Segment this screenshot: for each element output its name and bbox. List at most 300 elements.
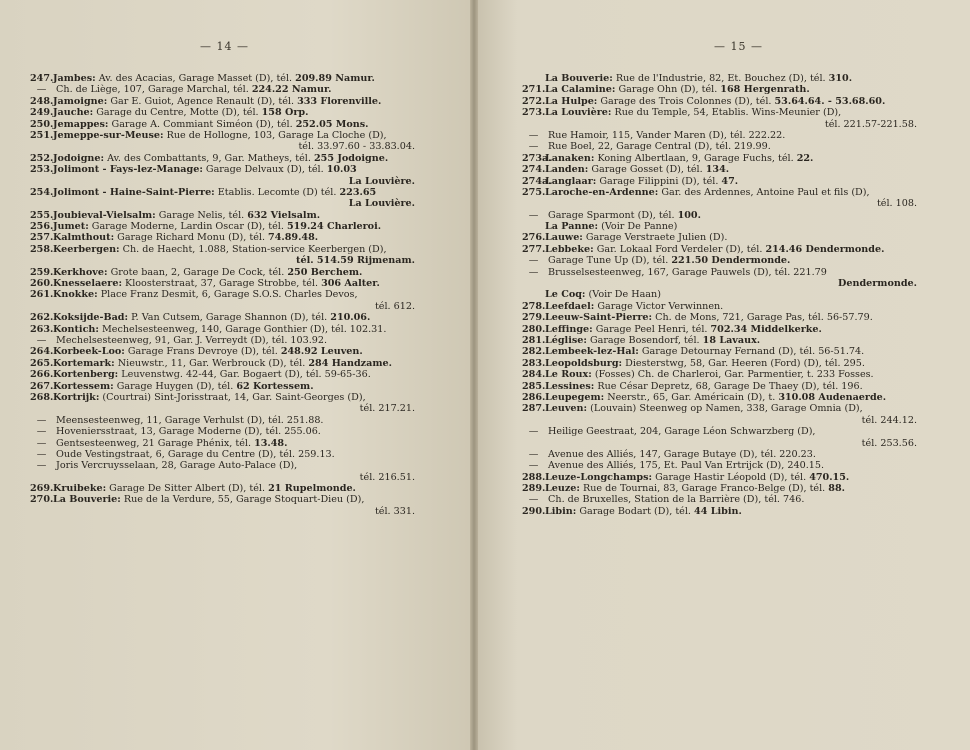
entry-text: Rue de l'Industrie, 82, Et. Bouchez (D), tél. <box>612 73 829 84</box>
entry-text: Diesterstwg, 58, Gar. Heeren (Ford) (D), tél. 295. <box>622 357 865 369</box>
locality-name: Koksijde-Bad: <box>53 312 129 324</box>
entry-number: 268. <box>30 391 54 403</box>
continuation-dash: — <box>528 209 539 221</box>
entry-text: Garage Bosendorf, tél. <box>586 334 703 346</box>
directory-line <box>522 438 917 449</box>
town-name: . <box>810 152 814 164</box>
directory-line <box>30 187 415 198</box>
entry-text: Garage Detournay Fernand (D), tél. 56-51.74. <box>638 346 865 358</box>
phone-number: 74.89.48 <box>268 232 315 244</box>
entry-number: 267. <box>30 380 54 392</box>
locality-name: Jodoigne: <box>53 152 105 164</box>
locality-name: Landen: <box>545 164 589 176</box>
entry-number: 266. <box>30 369 54 381</box>
phone-number: 44 <box>694 505 708 517</box>
directory-line <box>522 210 917 221</box>
directory-line <box>522 403 917 414</box>
entry-text: Place Franz Desmit, 6, Garage S.O.S. Charles Devos, <box>97 289 358 301</box>
town-name: . <box>881 95 886 107</box>
continuation-dash: — <box>528 426 539 438</box>
entry-text: Garage Gosset (D), tél. <box>588 164 706 176</box>
continuation-dash: — <box>528 448 539 460</box>
town-name: . <box>848 73 853 84</box>
phone-number: 53.64.64. - 53.68.60 <box>774 95 882 107</box>
directory-line <box>30 426 415 437</box>
directory-line <box>30 210 415 221</box>
continuation-dash: — <box>528 460 539 472</box>
town-name: Middelkerke. <box>747 323 822 335</box>
entry-text: Mechelsesteenweg, 91, Gar. J. Verreydt (D), tél. 103.92. <box>53 334 328 346</box>
entry-text: Garage Bodart (D), tél. <box>576 505 695 517</box>
continuation-tail: La Louvière. <box>348 175 415 187</box>
entry-text: Rue de la Verdure, 55, Garage Stoquart-Dieu (D), <box>120 494 365 506</box>
locality-name: Jamoigne: <box>53 95 108 107</box>
continuation-tail: tél. 221.57-221.58. <box>824 118 917 130</box>
entry-text: Meensesteenweg, 11, Garage Verhulst (D), tél. 251.88. <box>53 414 324 426</box>
directory-line <box>30 301 415 312</box>
continuation-tail: La Louvière. <box>348 198 415 210</box>
entry-number: 252. <box>30 152 54 164</box>
locality-name: Kortessem: <box>53 380 114 392</box>
entry-text: Rue Boel, 22, Garage Central (D), tél. 219.99. <box>545 141 771 153</box>
phone-number: 248.92 <box>280 346 318 358</box>
directory-line <box>522 176 917 187</box>
entry-text: Hoveniersstraat, 13, Garage Moderne (D), tél. 255.06. <box>53 426 321 438</box>
entry-text: Garage Tune Up (D), tél. <box>545 255 672 267</box>
entry-number: 247. <box>30 73 54 84</box>
directory-line <box>30 96 415 107</box>
directory-line <box>30 494 415 505</box>
directory-line <box>522 198 917 209</box>
entry-text: (Voir De Haan) <box>585 289 661 301</box>
entry-number: 271. <box>522 84 546 96</box>
directory-line <box>30 164 415 175</box>
entry-number: 286. <box>522 391 546 403</box>
directory-line <box>522 324 917 335</box>
directory-line <box>522 358 917 369</box>
town-name: . <box>314 232 319 244</box>
entry-number: 273. <box>522 107 546 119</box>
directory-line <box>30 369 415 380</box>
entry-number: 273a. <box>522 152 552 164</box>
entry-number: 256. <box>30 221 54 233</box>
directory-line <box>30 107 415 118</box>
locality-name: Jauche: <box>53 107 94 119</box>
entry-text: Garage du Centre, Motte (D), tél. <box>93 107 262 119</box>
entry-number: 288. <box>522 471 546 483</box>
entry-text: Ch. de Mons, 721, Garage Pas, tél. 56-57.79. <box>652 312 873 324</box>
entry-number: 274. <box>522 164 546 176</box>
entry-text: Neerstr., 65, Gar. Américain (D), t. <box>604 391 779 403</box>
directory-line <box>522 278 917 289</box>
directory-line <box>30 438 415 449</box>
entry-text: Etablis. Lecomte (D) tél. <box>214 186 340 198</box>
locality-name: Kerkhove: <box>53 266 108 278</box>
entry-number: 278. <box>522 300 546 312</box>
directory-line <box>30 244 415 255</box>
continuation-tail: tél. 253.56. <box>861 437 917 449</box>
locality-name: Kruibeke: <box>53 483 107 495</box>
locality-name: Korbeek-Loo: <box>53 346 125 358</box>
directory-line <box>30 335 415 346</box>
entry-text: Garage De Sitter Albert (D), tél. <box>106 483 269 495</box>
entry-number: 270. <box>30 494 54 506</box>
entry-text: (Voir De Panne) <box>598 221 678 233</box>
phone-number: 250 <box>287 266 308 278</box>
phone-number: 88 <box>828 483 842 495</box>
entry-number: 254. <box>30 186 54 198</box>
locality-name: Leffinge: <box>545 323 593 335</box>
entry-text: Rue de Hollogne, 103, Garage La Cloche (D), <box>163 129 387 141</box>
phone-number: 22 <box>796 152 811 164</box>
continuation-dash: — <box>528 266 539 278</box>
town-name: . <box>697 209 701 221</box>
locality-name: Langlaar: <box>545 175 597 187</box>
directory-line <box>522 392 917 403</box>
locality-name: La Panne: <box>545 221 599 233</box>
phone-number: 519.24 <box>286 221 324 233</box>
phone-number: 100 <box>677 209 698 221</box>
directory-line <box>30 221 415 232</box>
town-name: Dendermonde. <box>802 243 885 255</box>
page-number-right: — 15 — <box>714 40 763 53</box>
entry-number: 277. <box>522 243 546 255</box>
directory-line <box>522 232 917 243</box>
directory-line <box>522 301 917 312</box>
entry-text: Koning Albertlaan, 9, Garage Fuchs, tél. <box>594 152 797 164</box>
entry-text: Rue Hamoir, 115, Vander Maren (D), tél. 222.22. <box>545 129 786 141</box>
locality-name: Kalmthout: <box>53 232 115 244</box>
entry-number: 274a. <box>522 175 552 187</box>
town-name: Charleroi. <box>323 221 382 233</box>
entry-number: 259. <box>30 266 54 278</box>
town-name: . <box>734 175 739 187</box>
right-page <box>478 0 970 750</box>
directory-line <box>30 381 415 392</box>
entry-text: Garage Richard Monu (D), tél. <box>114 232 269 244</box>
entry-text: Garage Frans Devroye (D), tél. <box>124 346 281 358</box>
entry-text: Rue du Temple, 54, Etablis. Wins-Meunier (D), <box>611 107 842 119</box>
town-name: Mons. <box>332 118 369 130</box>
continuation-dash: — <box>528 141 539 153</box>
town-name: Handzame. <box>328 357 392 369</box>
locality-name: Jambes: <box>53 73 96 84</box>
directory-line <box>522 187 917 198</box>
continuation-dash: — <box>528 129 539 141</box>
town-name: Berchem. <box>307 266 363 278</box>
continuation-dash: — <box>36 448 47 460</box>
entry-text: Garage Filippini (D), tél. <box>596 175 722 187</box>
town-name: Rupelmonde. <box>281 483 356 495</box>
entry-number: 290. <box>522 505 546 517</box>
phone-number: 223.65 <box>339 186 377 198</box>
directory-line <box>522 369 917 380</box>
entry-text: Avenue des Alliés, 175, Et. Paul Van Ertrijck (D), 240.15. <box>545 460 825 472</box>
entry-text: Garage Victor Verwinnen. <box>594 300 724 312</box>
entry-number: 255. <box>30 209 54 221</box>
directory-line <box>522 335 917 346</box>
phone-number: 224.22 <box>251 84 289 96</box>
entry-number: 251. <box>30 129 54 141</box>
locality-name: Libin: <box>545 505 577 517</box>
directory-line <box>522 73 917 84</box>
phone-number: 284 <box>308 357 329 369</box>
continuation-tail: tél. 612. <box>374 300 415 312</box>
entry-text: Garage Verstraete Julien (D). <box>582 232 728 244</box>
phone-number: 209.89 <box>295 73 332 84</box>
directory-line <box>522 153 917 164</box>
locality-name: Laroche-en-Ardenne: <box>545 186 659 198</box>
locality-name: Jolimont - Haine-Saint-Pierre: <box>53 186 215 198</box>
town-name: Jodoigne. <box>334 152 389 164</box>
entry-number: 253. <box>30 164 54 176</box>
directory-line <box>30 324 415 335</box>
locality-name: Lembeek-lez-Hal: <box>545 346 639 358</box>
directory-line <box>30 198 415 209</box>
continuation-dash: — <box>36 437 47 449</box>
directory-line <box>30 232 415 243</box>
entry-text: (Fosses) Ch. de Charleroi, Gar. Parmentier, t. 233 Fosses. <box>591 369 874 381</box>
entry-number: 276. <box>522 232 546 244</box>
town-name: Leuven. <box>317 346 363 358</box>
entry-text: Gar. Lokaal Ford Verdeler (D), tél. <box>593 243 766 255</box>
entry-text: (Louvain) Steenweg op Namen, 338, Garage Omnia (D), <box>587 403 863 415</box>
phone-number: 221.50 <box>671 255 709 267</box>
directory-line <box>522 255 917 266</box>
directory-line <box>522 267 917 278</box>
directory-line <box>522 107 917 118</box>
directory-line <box>30 267 415 278</box>
locality-name: Knesselaere: <box>53 278 122 290</box>
locality-name: Kortenberg: <box>53 369 119 381</box>
entry-text: Rue de Tournai, 83, Garage Franco-Belge (D), tél. <box>579 483 829 495</box>
locality-name: Jolimont - Fays-lez-Manage: <box>53 164 203 176</box>
entry-text: Grote baan, 2, Garage De Cock, tél. <box>107 266 288 278</box>
directory-line <box>522 415 917 426</box>
phone-number: 255 <box>313 152 334 164</box>
continuation-tail: tél. 331. <box>374 505 415 517</box>
directory-line <box>522 381 917 392</box>
locality-name: Léglise: <box>545 334 587 346</box>
book-gutter <box>470 0 478 750</box>
entry-number: 275. <box>522 186 546 198</box>
locality-name: Kortemark: <box>53 357 115 369</box>
directory-line <box>30 392 415 403</box>
entry-text: Garage Peel Henri, tél. <box>592 323 711 335</box>
continuation-dash: — <box>528 255 539 267</box>
entry-number: 264. <box>30 346 54 358</box>
entry-text: Av. des Acacias, Garage Masset (D), tél. <box>95 73 296 84</box>
phone-number: 10.03 <box>326 164 357 176</box>
entry-number: 257. <box>30 232 54 244</box>
phone-number: 306 <box>321 278 342 290</box>
entry-text: Gar E. Guiot, Agence Renault (D), tél. <box>107 95 298 107</box>
town-name: Aalter. <box>341 278 380 290</box>
entry-text: Garage Ohn (D), tél. <box>615 84 721 96</box>
entry-text: Rue César Depretz, 68, Garage De Thaey (D), tél. 196. <box>594 380 863 392</box>
directory-line <box>30 141 415 152</box>
directory-line <box>30 176 415 187</box>
directory-line <box>30 506 415 517</box>
entry-number: 249. <box>30 107 54 119</box>
town-name: Namur. <box>331 73 375 84</box>
entry-text: Garage Huygen (D), tél. <box>113 380 237 392</box>
entry-text: Gar. des Ardennes, Antoine Paul et fils (D), <box>658 186 870 198</box>
locality-name: Lanaken: <box>545 152 595 164</box>
town-name: Namur. <box>288 84 332 96</box>
directory-line <box>522 472 917 483</box>
directory-line <box>30 449 415 460</box>
continuation-dash: — <box>36 84 47 96</box>
entry-text: Ch. de Bruxelles, Station de la Barrière (D), tél. 746. <box>545 494 805 506</box>
town-name: Vielsalm. <box>267 209 321 221</box>
entry-number: 279. <box>522 312 546 324</box>
town-name: Audenaerde. <box>815 391 887 403</box>
entry-number: 260. <box>30 278 54 290</box>
locality-name: Jumet: <box>53 221 89 233</box>
directory-line <box>522 84 917 95</box>
phone-number: 47 <box>721 175 735 187</box>
locality-name: Keerbergen: <box>53 243 120 255</box>
town-name: . <box>366 312 371 324</box>
entry-text: Garage Sparmont (D), tél. <box>545 209 678 221</box>
left-page <box>0 0 470 750</box>
directory-line <box>30 255 415 266</box>
directory-line <box>522 221 917 232</box>
directory-line <box>522 244 917 255</box>
entry-text: Leuvenstwg. 42-44, Gar. Bogaert (D), tél. 59-65-36. <box>118 369 371 381</box>
directory-line <box>30 415 415 426</box>
phone-number: 632 <box>247 209 268 221</box>
locality-name: Jemappes: <box>53 118 109 130</box>
locality-name: Le Roux: <box>545 369 592 381</box>
directory-line <box>30 130 415 141</box>
entry-text: Oude Vestingstraat, 6, Garage du Centre (D), tél. 259.13. <box>53 448 335 460</box>
entry-number: 262. <box>30 312 54 324</box>
entry-text: Garage Moderne, Lardin Oscar (D), tél. <box>88 221 287 233</box>
continuation-dash: — <box>36 426 47 438</box>
entry-number: 281. <box>522 334 546 346</box>
entry-text: Joris Vercruysselaan, 28, Garage Auto-Palace (D), <box>53 460 298 472</box>
phone-number: 252.05 <box>295 118 333 130</box>
locality-name: Leeuw-Saint-Pierre: <box>545 312 653 324</box>
directory-line <box>522 483 917 494</box>
entry-number: 272. <box>522 95 546 107</box>
town-name: Orp. <box>281 107 309 119</box>
entry-number: 283. <box>522 357 546 369</box>
locality-name: La Bouverie: <box>53 494 121 506</box>
locality-name: La Hulpe: <box>545 95 598 107</box>
directory-line <box>522 312 917 323</box>
locality-name: Kortrijk: <box>53 391 100 403</box>
locality-name: Joubieval-Vielsalm: <box>53 209 156 221</box>
entry-text: Garage A. Commiant Siméon (D), tél. <box>108 118 296 130</box>
phone-number: 702.34 <box>710 323 748 335</box>
entry-number: 282. <box>522 346 546 358</box>
directory-line <box>522 449 917 460</box>
entry-text: Ch. de Haecht, 1.088, Station-service Keerbergen (D), <box>119 243 387 255</box>
locality-name: La Louvière: <box>545 107 612 119</box>
locality-name: Kontich: <box>53 323 99 335</box>
phone-number: 310.08 <box>778 391 816 403</box>
entry-text: Garage des Trois Colonnes (D), tél. <box>597 95 775 107</box>
entry-text: Nieuwstr., 11, Gar. Werbrouck (D), tél. <box>114 357 309 369</box>
continuation-dash: — <box>36 334 47 346</box>
directory-line <box>522 164 917 175</box>
locality-name: La Bouverie: <box>545 73 613 84</box>
directory-line <box>522 506 917 517</box>
town-name: . <box>845 471 850 483</box>
directory-entries-right <box>522 73 917 517</box>
town-name: . <box>284 437 288 449</box>
directory-line <box>522 460 917 471</box>
locality-name: Lauwe: <box>545 232 583 244</box>
phone-number: 21 <box>268 483 282 495</box>
phone-number: 62 <box>236 380 250 392</box>
locality-name: Jemeppe-sur-Meuse: <box>53 129 164 141</box>
entry-text: Ch. de Liège, 107, Garage Marchal, tél. <box>53 84 252 96</box>
locality-name: Leuze: <box>545 483 580 495</box>
entry-number: 284. <box>522 369 546 381</box>
phone-number: 13.48 <box>254 437 285 449</box>
locality-name: Leopoldsburg: <box>545 357 623 369</box>
entry-text: (Courtrai) Sint-Jorisstraat, 14, Gar. Saint-Georges (D), <box>99 391 366 403</box>
continuation-tail: tél. 244.12. <box>861 414 917 426</box>
locality-name: Leuven: <box>545 403 588 415</box>
town-name: Florenville. <box>317 95 382 107</box>
directory-line <box>30 73 415 84</box>
phone-number: 310 <box>828 73 849 84</box>
town-name: Libin. <box>707 505 742 517</box>
locality-name: La Calamine: <box>545 84 616 96</box>
continuation-dash: — <box>36 414 47 426</box>
entry-text: Garage Delvaux (D), tél. <box>202 164 327 176</box>
entry-text: Avenue des Alliés, 147, Garage Butaye (D), tél. 220.23. <box>545 448 816 460</box>
entry-text: Mechelsesteenweg, 140, Garage Gonthier (D), tél. 102.31. <box>98 323 387 335</box>
continuation-tail: tél. 217.21. <box>359 403 415 415</box>
directory-line <box>30 472 415 483</box>
directory-line <box>30 460 415 471</box>
directory-line <box>30 312 415 323</box>
entry-number: 280. <box>522 323 546 335</box>
town-name: . <box>725 164 730 176</box>
entry-number: 248. <box>30 95 54 107</box>
page-number-left: — 14 — <box>200 40 249 53</box>
locality-name: Le Coq: <box>545 289 586 301</box>
phone-number: 168 <box>720 84 741 96</box>
entry-number: 258. <box>30 243 54 255</box>
locality-name: Leuze-Longchamps: <box>545 471 653 483</box>
locality-name: Knokke: <box>53 289 98 301</box>
entry-text: Brusselsesteenweg, 167, Garage Pauwels (D), tél. 221.79 <box>545 266 827 278</box>
entry-text: Gentsesteenweg, 21 Garage Phénix, tél. <box>53 437 255 449</box>
locality-name: Leefdael: <box>545 300 595 312</box>
directory-line <box>30 346 415 357</box>
phone-number: 333 <box>297 95 318 107</box>
entry-number: 285. <box>522 380 546 392</box>
directory-entries-left <box>30 73 415 517</box>
locality-name: Leupegem: <box>545 391 605 403</box>
town-name: Kortessem. <box>249 380 314 392</box>
directory-line <box>30 483 415 494</box>
entry-text: P. Van Cutsem, Garage Shannon (D), tél. <box>128 312 331 324</box>
phone-number: 210.06 <box>330 312 367 324</box>
entry-text: Garage Hastir Léopold (D), tél. <box>652 471 810 483</box>
locality-name: Lessines: <box>545 380 595 392</box>
entry-text: Kloosterstraat, 37, Garage Strobbe, tél. <box>122 278 322 290</box>
town-name: Lavaux. <box>716 334 761 346</box>
directory-line <box>522 289 917 300</box>
